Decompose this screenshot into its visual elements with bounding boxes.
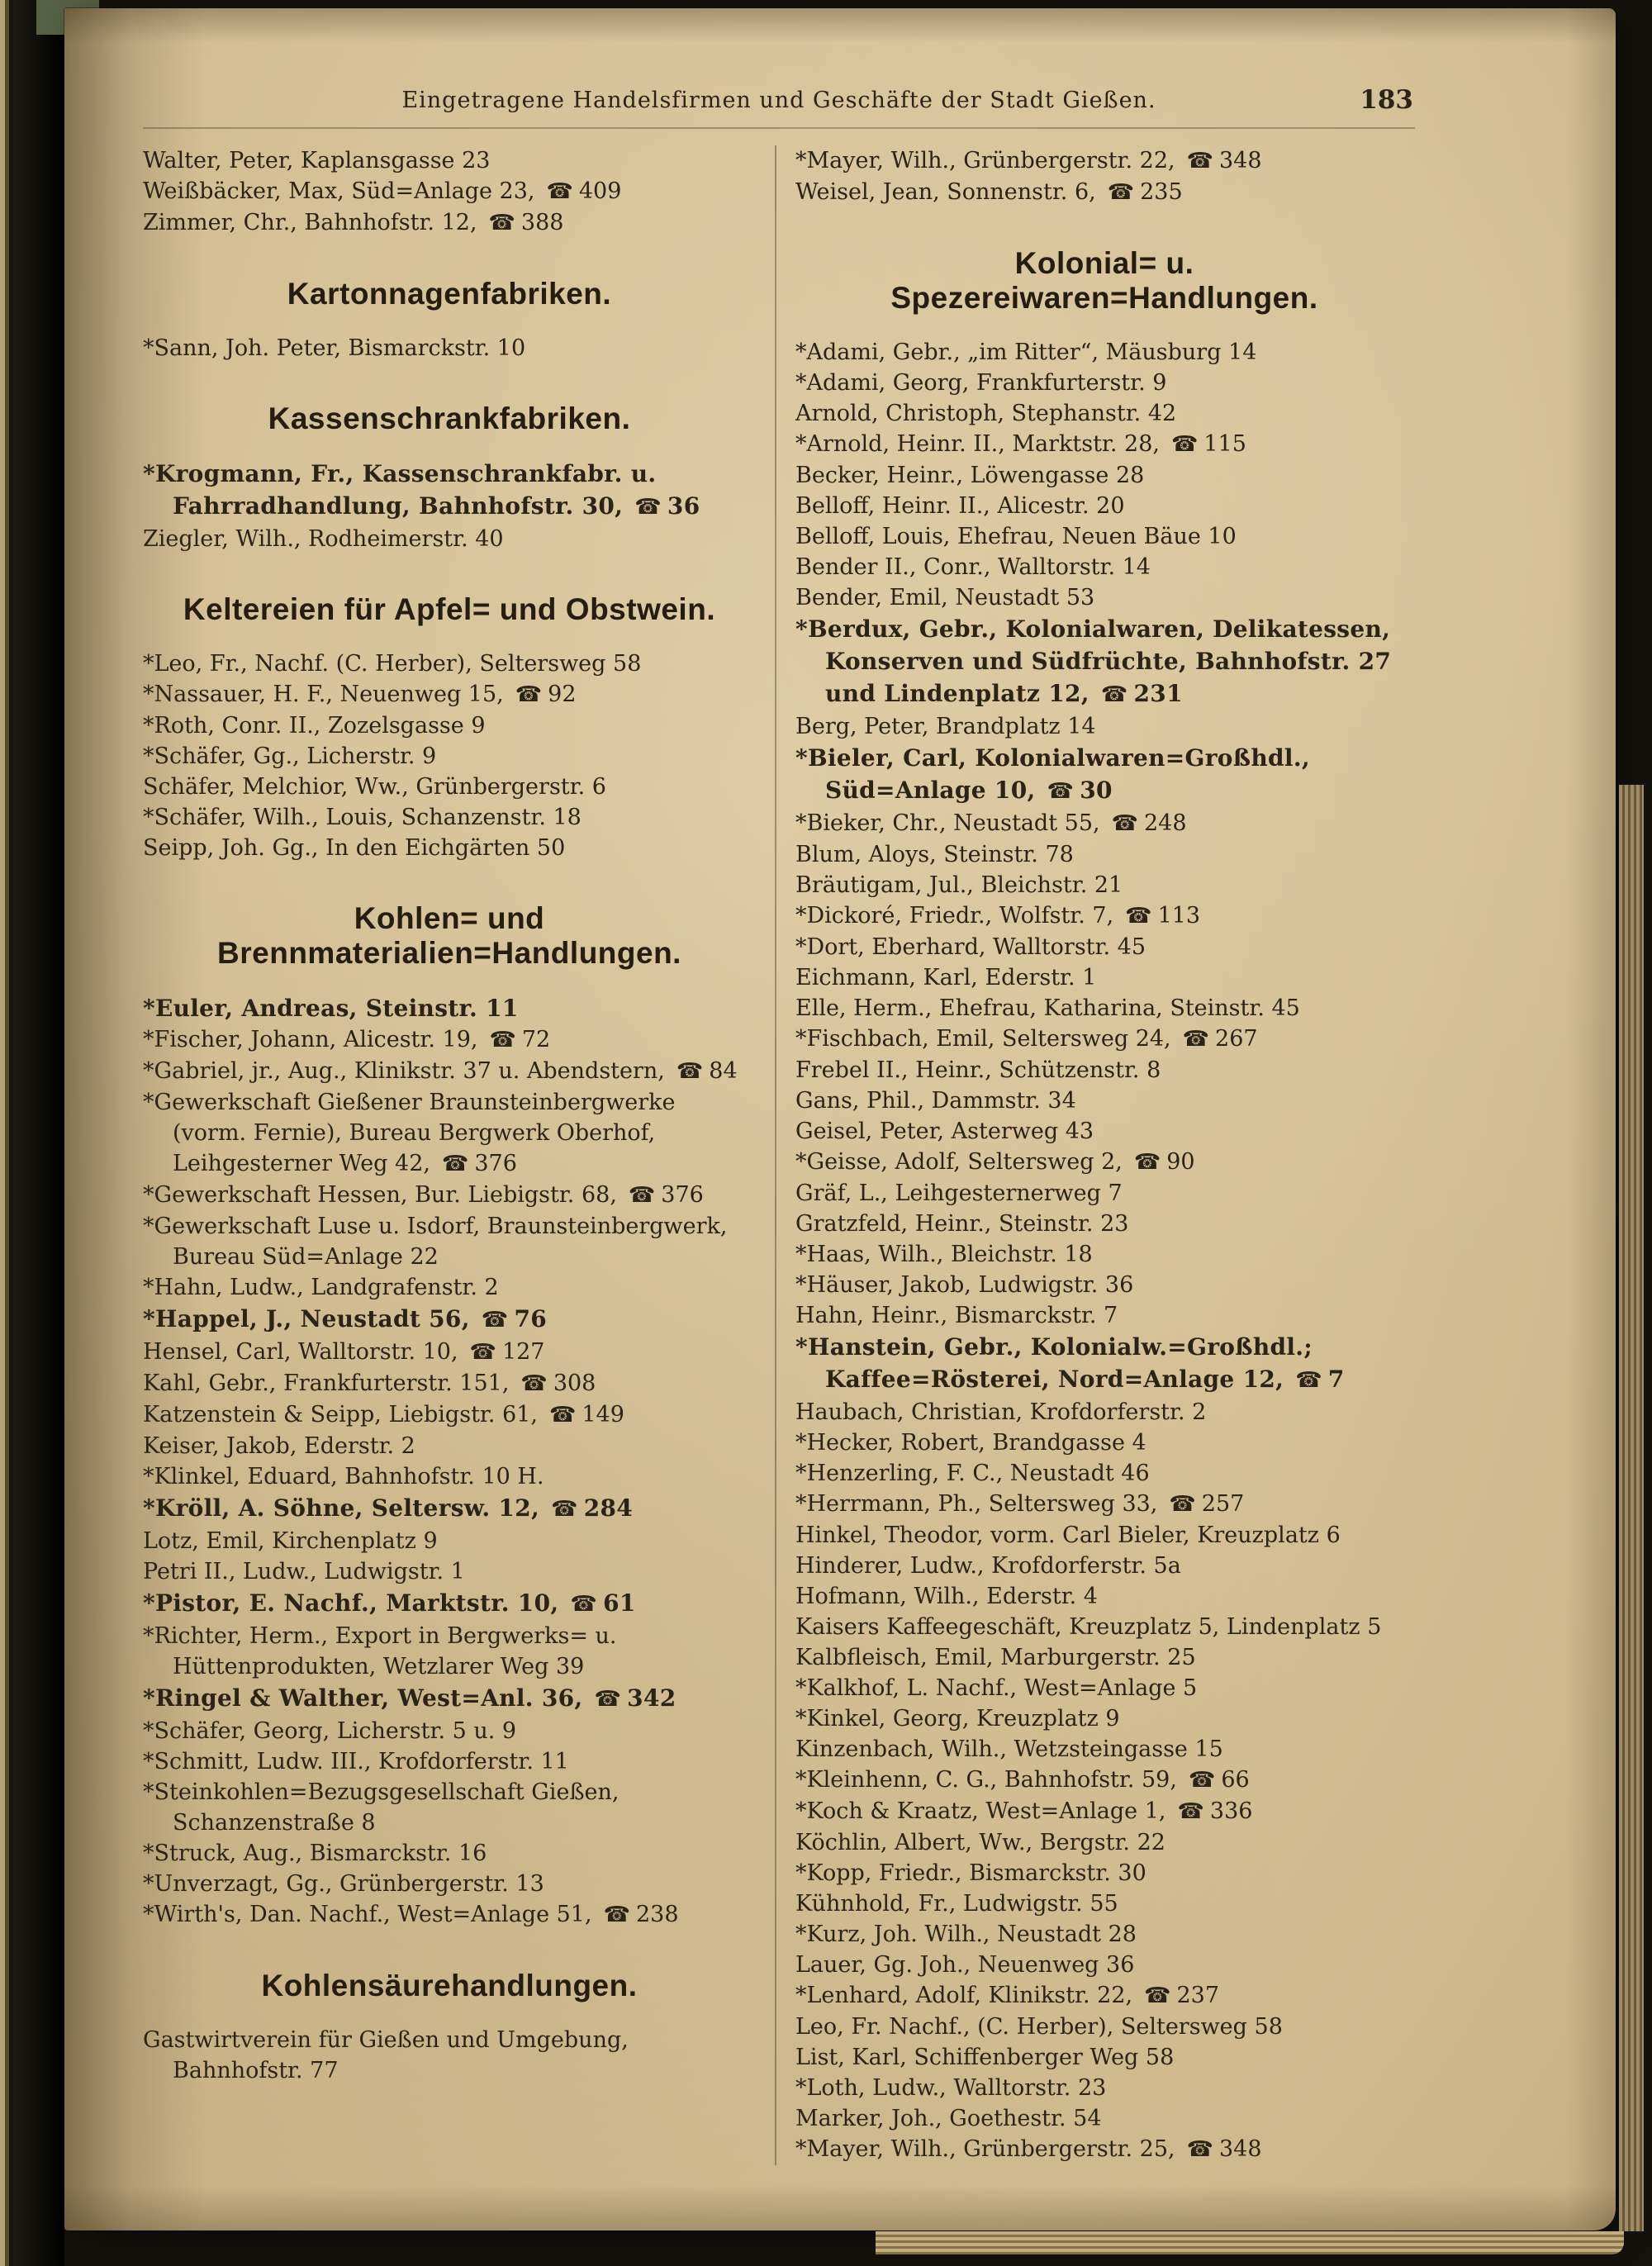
entry-text: Berg, Peter, Brandplatz 14: [795, 714, 1096, 739]
directory-entry: [795, 808, 1413, 839]
directory-entry: [795, 742, 1413, 808]
directory-entry: [143, 1556, 756, 1587]
entry-text: *Hecker, Robert, Brandgasse 4: [795, 1430, 1146, 1456]
phone-number: 348: [1219, 2136, 1262, 2162]
entry-text: *Häuser, Jakob, Ludwigstr. 36: [795, 1272, 1134, 1298]
entry-text: Kahl, Gebr., Frankfurterstr. 151,: [143, 1371, 510, 1396]
directory-entry: [795, 460, 1413, 491]
phone-icon: ☎: [570, 1592, 598, 1617]
phone-icon: ☎: [1144, 1983, 1171, 2008]
directory-entry: [795, 1858, 1413, 1888]
phone-icon: ☎: [481, 1308, 509, 1333]
directory-entry: [143, 207, 756, 239]
entry-text: *Dickoré, Friedr., Wolfstr. 7,: [795, 903, 1114, 929]
directory-entry: [143, 1716, 756, 1746]
entry-text: *Arnold, Heinr. II., Marktstr. 28,: [795, 431, 1160, 457]
directory-entry: [795, 1489, 1413, 1520]
entry-text: *Lenhard, Adolf, Klinikstr. 22,: [795, 1983, 1133, 2008]
directory-entry: [795, 1888, 1413, 1919]
phone-icon: ☎: [634, 495, 662, 520]
page-edge-left: [0, 0, 13, 2266]
phone-icon: ☎: [1111, 811, 1138, 836]
directory-entry: [143, 333, 756, 363]
directory-entry: [795, 613, 1413, 711]
entry-text: *Mayer, Wilh., Grünbergerstr. 22,: [795, 148, 1175, 173]
directory-entry: [795, 1300, 1413, 1331]
entry-text: Köchlin, Albert, Ww., Bergstr. 22: [795, 1830, 1165, 1855]
directory-entry: [795, 2073, 1413, 2103]
entry-text: Weißbäcker, Max, Süd=Anlage 23,: [143, 178, 535, 204]
phone-number: 30: [1080, 777, 1113, 804]
directory-entry: [143, 741, 756, 772]
entry-text: *Gabriel, jr., Aug., Klinikstr. 37 u. Abendstern,: [143, 1058, 665, 1084]
directory-entry: [143, 802, 756, 833]
directory-entry: [143, 1587, 756, 1621]
phone-number: 376: [474, 1151, 517, 1176]
directory-entry: [795, 145, 1413, 177]
page-stack-bottom: [876, 2231, 1624, 2254]
directory-entry: [795, 1703, 1413, 1734]
phone-icon: ☎: [1186, 149, 1213, 173]
entry-text: Blum, Aloys, Steinstr. 78: [795, 842, 1074, 867]
entry-text: *Herrmann, Ph., Seltersweg 33,: [795, 1491, 1158, 1517]
directory-entry: [795, 962, 1413, 993]
entry-text: *Krogmann, Fr., Kassenschrankfabr. u. Fahrradhandlung, Bahnhofstr. 30,: [143, 460, 657, 520]
entry-text: Leo, Fr. Nachf., (C. Herber), Seltersweg 58: [795, 2014, 1283, 2040]
directory-entry: [795, 1919, 1413, 1950]
entry-text: *Geisse, Adolf, Seltersweg 2,: [795, 1149, 1123, 1175]
entry-text: *Adami, Gebr., „im Ritter“, Mäusburg 14: [795, 340, 1257, 365]
phone-number: 267: [1215, 1026, 1258, 1052]
phone-icon: ☎: [1100, 682, 1128, 707]
entry-text: Bräutigam, Jul., Bleichstr. 21: [795, 872, 1123, 898]
page-stack-right: [1619, 785, 1644, 2231]
phone-number: 149: [582, 1402, 624, 1428]
directory-entry: [143, 648, 756, 679]
entry-text: Kaisers Kaffeegeschäft, Kreuzplatz 5, Lindenplatz 5: [795, 1614, 1382, 1640]
entry-text: Gans, Phil., Dammstr. 34: [795, 1088, 1076, 1114]
directory-entry: [795, 711, 1413, 742]
directory-entry: [143, 1180, 756, 1211]
phone-number: 376: [661, 1182, 704, 1208]
section-heading: Kartonnagenfabriken.: [287, 277, 612, 311]
entry-text: Gastwirtverein für Gießen und Umgebung, Bahnhofstr. 77: [143, 2027, 629, 2083]
phone-number: 284: [583, 1494, 634, 1522]
directory-entry: [795, 1178, 1413, 1209]
directory-entry: [143, 524, 756, 554]
entry-text: *Roth, Conr. II., Zozelsgasse 9: [143, 713, 486, 739]
entry-text: *Gewerkschaft Luse u. Isdorf, Braunsteinbergwerk, Bureau Süd=Anlage 22: [143, 1214, 728, 1270]
directory-entry: [795, 2042, 1413, 2073]
directory-entry: [795, 1024, 1413, 1055]
phone-icon: ☎: [548, 1403, 577, 1428]
directory-entry: [795, 1270, 1413, 1300]
entry-text: Schäfer, Melchior, Ww., Grünbergerstr. 6: [143, 774, 606, 800]
left-column: [143, 145, 756, 2165]
entry-text: Gratzfeld, Heinr., Steinstr. 23: [795, 1211, 1129, 1237]
phone-number: 72: [521, 1027, 551, 1052]
entry-text: *Haas, Wilh., Bleichstr. 18: [795, 1242, 1093, 1267]
entry-text: *Schäfer, Georg, Licherstr. 5 u. 9: [143, 1718, 517, 1744]
directory-entry: [143, 1746, 756, 1777]
directory-entry: [143, 772, 756, 802]
entry-text: *Nassauer, H. F., Neuenweg 15,: [143, 682, 504, 707]
entry-text: *Ringel & Walther, West=Anl. 36,: [143, 1684, 583, 1712]
entry-text: *Bieler, Carl, Kolonialwaren=Großhdl., Süd=Anlage 10,: [795, 744, 1310, 804]
directory-entry: [795, 2134, 1413, 2165]
directory-entry: [795, 870, 1413, 900]
entry-text: *Hanstein, Gebr., Kolonialw.=Großhdl.; Kaffee=Rösterei, Nord=Anlage 12,: [795, 1333, 1313, 1393]
entry-text: Hensel, Carl, Walltorstr. 10,: [143, 1339, 458, 1365]
phone-number: 388: [520, 210, 564, 235]
directory-entry: [795, 1581, 1413, 1612]
entry-text: *Kinkel, Georg, Kreuzplatz 9: [795, 1706, 1120, 1732]
entry-text: *Pistor, E. Nachf., Marktstr. 10,: [143, 1589, 559, 1617]
entry-text: *Mayer, Wilh., Grünbergerstr. 25,: [795, 2136, 1175, 2162]
phone-icon: ☎: [594, 1687, 622, 1712]
section-heading: Keltereien für Apfel= und Obstwein.: [183, 592, 716, 626]
directory-entry: [795, 1116, 1413, 1147]
phone-icon: ☎: [1182, 1027, 1210, 1052]
directory-entry: [795, 1796, 1413, 1827]
entry-text: Becker, Heinr., Löwengasse 28: [795, 463, 1145, 488]
entry-text: *Leo, Fr., Nachf. (C. Herber), Seltersweg 58: [143, 651, 642, 677]
phone-icon: ☎: [520, 1371, 548, 1396]
phone-icon: ☎: [1169, 1492, 1196, 1517]
entry-text: *Gewerkschaft Hessen, Bur. Liebigstr. 68,: [143, 1182, 617, 1208]
directory-entry: [143, 679, 756, 710]
entry-text: *Koch & Kraatz, West=Anlage 1,: [795, 1798, 1166, 1824]
entry-text: *Richter, Herm., Export in Bergwerks= u. Hüttenprodukten, Wetzlarer Weg 39: [143, 1623, 617, 1679]
directory-entry: [143, 1303, 756, 1337]
section-heading: Kohlensäurehandlungen.: [261, 1969, 638, 2002]
directory-entry: [143, 992, 756, 1024]
entry-text: Gräf, L., Leihgesternerweg 7: [795, 1181, 1123, 1206]
directory-entry: [795, 1950, 1413, 1980]
phone-number: 348: [1219, 148, 1262, 173]
entry-text: *Berdux, Gebr., Kolonialwaren, Delikatessen, Konserven und Südfrüchte, Bahnhofstr. 27 und Lindenplatz 12,: [795, 615, 1392, 707]
directory-entry: [143, 1682, 756, 1716]
entry-text: *Loth, Ludw., Walltorstr. 23: [795, 2075, 1107, 2101]
column-divider: [775, 145, 776, 2165]
directory-entry: [795, 398, 1413, 429]
directory-entry: [143, 1621, 756, 1682]
directory-entry: [143, 458, 756, 524]
entry-text: *Adami, Georg, Frankfurterstr. 9: [795, 370, 1167, 396]
entry-text: Elle, Herm., Ehefrau, Katharina, Steinstr. 45: [795, 995, 1300, 1021]
entry-text: Katzenstein & Seipp, Liebigstr. 61,: [143, 1402, 538, 1428]
phone-number: 231: [1133, 680, 1183, 707]
header-rule: [143, 127, 1415, 129]
directory-entry: [795, 1642, 1413, 1673]
phone-number: 127: [501, 1339, 545, 1365]
phone-icon: ☎: [546, 179, 573, 204]
directory-entry: [795, 1209, 1413, 1239]
directory-entry: [795, 521, 1413, 552]
directory-entry: [795, 1085, 1413, 1116]
entry-text: Kalbfleisch, Emil, Marburgerstr. 25: [795, 1645, 1196, 1670]
directory-entry: [143, 1368, 756, 1399]
entry-text: Ziegler, Wilh., Rodheimerstr. 40: [143, 526, 504, 552]
phone-number: 248: [1143, 810, 1187, 836]
entry-text: *Henzerling, F. C., Neustadt 46: [795, 1461, 1150, 1486]
phone-number: 342: [627, 1684, 676, 1712]
section-heading: Kohlen= und Brennmaterialien=Handlungen.: [217, 901, 681, 970]
page-title: Eingetragene Handelsfirmen und Geschäfte der Stadt Gießen.: [401, 88, 1156, 113]
directory-entry: [143, 2025, 756, 2086]
directory-entry: [795, 1397, 1413, 1428]
entry-text: *Sann, Joh. Peter, Bismarckstr. 10: [143, 335, 526, 361]
page-header: [143, 85, 1415, 124]
phone-icon: ☎: [676, 1059, 704, 1084]
directory-entry: [795, 1520, 1413, 1551]
entry-text: *Klinkel, Eduard, Bahnhofstr. 10 H.: [143, 1464, 544, 1489]
entry-text: *Kalkhof, L. Nachf., West=Anlage 5: [795, 1675, 1198, 1701]
entry-text: *Steinkohlen=Bezugsgesellschaft Gießen, Schanzenstraße 8: [143, 1779, 620, 1836]
directory-entry: [795, 1458, 1413, 1489]
book-spine: [13, 0, 64, 2266]
directory-entry: [795, 1827, 1413, 1858]
directory-entry: [795, 582, 1413, 613]
entry-text: Bender II., Conr., Walltorstr. 14: [795, 554, 1151, 580]
phone-number: 409: [578, 178, 622, 204]
phone-icon: ☎: [469, 1340, 496, 1365]
entry-text: *Struck, Aug., Bismarckstr. 16: [143, 1841, 487, 1866]
entry-text: *Fischbach, Emil, Seltersweg 24,: [795, 1026, 1171, 1052]
entry-text: *Kröll, A. Söhne, Seltersw. 12,: [143, 1494, 540, 1522]
phone-icon: ☎: [489, 1028, 516, 1052]
entry-text: *Kleinhenn, C. G., Bahnhofstr. 59,: [795, 1767, 1177, 1793]
entry-text: Belloff, Louis, Ehefrau, Neuen Bäue 10: [795, 524, 1237, 549]
entry-text: Keiser, Jakob, Ederstr. 2: [143, 1433, 415, 1459]
directory-entry: [795, 491, 1413, 521]
directory-entry: [143, 1337, 756, 1368]
directory-entry: [795, 1055, 1413, 1085]
page-content: [143, 85, 1415, 2165]
entry-text: Frebel II., Heinr., Schützenstr. 8: [795, 1057, 1161, 1083]
directory-entry: [795, 1331, 1413, 1397]
phone-icon: ☎: [1177, 1799, 1204, 1824]
directory-entry: [143, 1431, 756, 1461]
directory-entry: [795, 1980, 1413, 2012]
entry-text: *Fischer, Johann, Alicestr. 19,: [143, 1027, 478, 1052]
directory-entry: [143, 1461, 756, 1492]
entry-text: *Bieker, Chr., Neustadt 55,: [795, 810, 1100, 836]
phone-icon: ☎: [1186, 2137, 1213, 2162]
phone-icon: ☎: [628, 1183, 656, 1208]
phone-number: 36: [667, 492, 700, 520]
directory-entry: [795, 1147, 1413, 1178]
directory-entry: [795, 1734, 1413, 1765]
phone-icon: ☎: [551, 1497, 578, 1522]
directory-entry: [795, 1673, 1413, 1703]
phone-number: 84: [709, 1058, 738, 1084]
directory-entry: [795, 2012, 1413, 2042]
phone-number: 66: [1221, 1767, 1250, 1793]
phone-number: 92: [548, 682, 577, 707]
entry-text: *Gewerkschaft Gießener Braunsteinbergwerke (vorm. Fernie), Bureau Bergwerk Oberhof, Leihgesterner Weg 42,: [143, 1090, 676, 1176]
entry-text: Zimmer, Chr., Bahnhofstr. 12,: [143, 210, 477, 235]
directory-entry: [143, 833, 756, 863]
entry-text: Geisel, Peter, Asterweg 43: [795, 1119, 1094, 1144]
directory-entry: [795, 1765, 1413, 1796]
section-heading: Kassenschrankfabriken.: [268, 401, 631, 435]
phone-number: 336: [1209, 1798, 1253, 1824]
directory-entry: [795, 993, 1413, 1024]
directory-entry: [143, 1838, 756, 1869]
phone-number: 61: [603, 1589, 636, 1617]
entry-text: Hofmann, Wilh., Ederstr. 4: [795, 1584, 1098, 1609]
entry-text: *Unverzagt, Gg., Grünbergerstr. 13: [143, 1871, 544, 1897]
directory-entry: [795, 900, 1413, 932]
directory-entry: [143, 1056, 756, 1087]
directory-entry: [795, 177, 1413, 208]
phone-icon: ☎: [1170, 432, 1199, 457]
right-column: [795, 145, 1413, 2165]
directory-entry: [143, 1526, 756, 1556]
directory-entry: [795, 429, 1413, 460]
phone-number: 115: [1203, 431, 1246, 457]
directory-entry: [795, 1612, 1413, 1642]
directory-entry: [795, 1551, 1413, 1581]
phone-number: 257: [1201, 1491, 1245, 1517]
section-heading: Kolonial= u. Spezereiwaren=Handlungen.: [890, 246, 1318, 315]
entry-text: Haubach, Christian, Krofdorferstr. 2: [795, 1399, 1207, 1425]
entry-text: *Kopp, Friedr., Bismarckstr. 30: [795, 1860, 1146, 1886]
phone-icon: ☎: [1295, 1368, 1322, 1393]
entry-text: *Happel, J., Neustadt 56,: [143, 1305, 470, 1333]
phone-icon: ☎: [515, 682, 543, 707]
directory-entry: [143, 176, 756, 207]
directory-entry: [143, 1899, 756, 1931]
entry-text: Belloff, Heinr. II., Alicestr. 20: [795, 493, 1125, 519]
page: [64, 8, 1616, 2230]
entry-text: *Schmitt, Ludw. III., Krofdorferstr. 11: [143, 1749, 569, 1774]
entry-text: Weisel, Jean, Sonnenstr. 6,: [795, 179, 1096, 205]
directory-entry: [143, 1492, 756, 1526]
phone-number: 237: [1176, 1983, 1220, 2008]
entry-text: *Kurz, Joh. Wilh., Neustadt 28: [795, 1922, 1137, 1947]
entry-text: *Hahn, Ludw., Landgrafenstr. 2: [143, 1275, 499, 1300]
entry-text: List, Karl, Schiffenberger Weg 58: [795, 2045, 1175, 2070]
entry-text: Hinkel, Theodor, vorm. Carl Bieler, Kreuzplatz 6: [795, 1523, 1341, 1548]
phone-number: 7: [1327, 1366, 1345, 1393]
entry-text: *Euler, Andreas, Steinstr. 11: [143, 995, 519, 1022]
directory-entry: [143, 1272, 756, 1303]
directory-entry: [795, 1239, 1413, 1270]
directory-entry: [795, 368, 1413, 398]
directory-entry: [143, 1087, 756, 1180]
phone-icon: ☎: [1188, 1768, 1216, 1793]
columns: [143, 145, 1415, 2165]
entry-text: *Schäfer, Wilh., Louis, Schanzenstr. 18: [143, 805, 582, 830]
directory-entry: [143, 1024, 756, 1056]
entry-text: Kühnhold, Fr., Ludwigstr. 55: [795, 1891, 1118, 1917]
directory-entry: [143, 145, 756, 176]
phone-icon: ☎: [1047, 779, 1075, 804]
directory-entry: [795, 337, 1413, 368]
phone-icon: ☎: [1133, 1150, 1161, 1175]
phone-number: 113: [1157, 903, 1201, 929]
directory-entry: [795, 932, 1413, 962]
entry-text: Lauer, Gg. Joh., Neuenweg 36: [795, 1952, 1135, 1978]
phone-number: 308: [553, 1371, 596, 1396]
directory-entry: [795, 839, 1413, 870]
entry-text: Arnold, Christoph, Stephanstr. 42: [795, 401, 1177, 426]
entry-text: Marker, Joh., Goethestr. 54: [795, 2106, 1102, 2131]
entry-text: *Schäfer, Gg., Licherstr. 9: [143, 743, 437, 769]
entry-text: Eichmann, Karl, Ederstr. 1: [795, 965, 1097, 990]
directory-entry: [795, 1428, 1413, 1458]
entry-text: Hinderer, Ludw., Krofdorferstr. 5a: [795, 1553, 1181, 1579]
directory-entry: [143, 710, 756, 741]
phone-number: 90: [1166, 1149, 1195, 1175]
phone-icon: ☎: [603, 1903, 630, 1927]
directory-entry: [143, 1777, 756, 1838]
phone-number: 238: [635, 1902, 679, 1927]
entry-text: Kinzenbach, Wilh., Wetzsteingasse 15: [795, 1736, 1223, 1762]
phone-icon: ☎: [1107, 180, 1135, 205]
phone-icon: ☎: [441, 1152, 469, 1176]
entry-text: Seipp, Joh. Gg., In den Eichgärten 50: [143, 835, 566, 861]
entry-text: Hahn, Heinr., Bismarckstr. 7: [795, 1303, 1118, 1328]
directory-entry: [795, 552, 1413, 582]
directory-entry: [143, 1399, 756, 1431]
entry-text: Bender, Emil, Neustadt 53: [795, 585, 1095, 610]
directory-entry: [795, 2103, 1413, 2134]
phone-number: 235: [1140, 179, 1183, 205]
phone-icon: ☎: [1125, 904, 1152, 929]
phone-icon: ☎: [488, 211, 515, 235]
directory-entry: [143, 1211, 756, 1272]
phone-number: 76: [514, 1305, 548, 1333]
page-number: 183: [1360, 85, 1413, 115]
entry-text: *Dort, Eberhard, Walltorstr. 45: [795, 934, 1146, 960]
entry-text: Walter, Peter, Kaplansgasse 23: [143, 148, 491, 173]
entry-text: *Wirth's, Dan. Nachf., West=Anlage 51,: [143, 1902, 592, 1927]
entry-text: Petri II., Ludw., Ludwigstr. 1: [143, 1559, 465, 1584]
directory-entry: [143, 1869, 756, 1899]
entry-text: Lotz, Emil, Kirchenplatz 9: [143, 1528, 438, 1554]
